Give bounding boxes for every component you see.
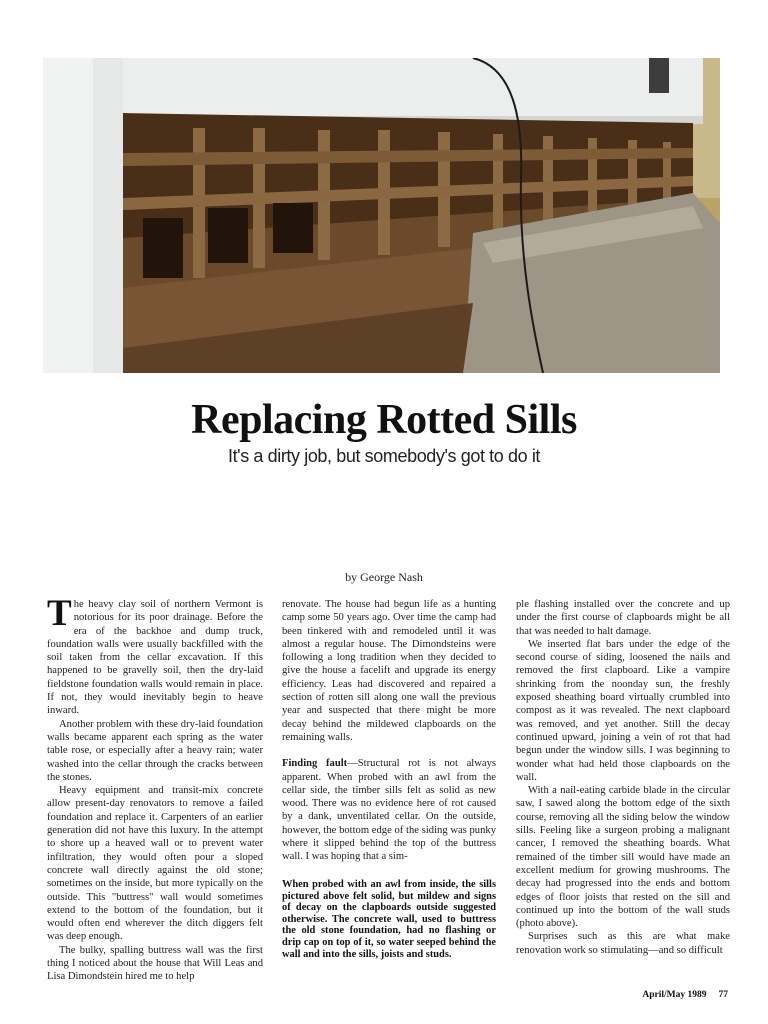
- paragraph: Heavy equipment and transit-mix concrete allow present-day renovators to remove a failed foundation and replace it. Carpenters of an earlier generation did not have this luxury. In the attempt to shore up a heaved wall or to prevent water infiltration, they would often pour a sloped concrete wall directly against the old stone; sometimes on the inside, but more typically on the outside. This "buttress" wall would sometimes extend to the bottom of the foundation, but it would often end wherever the ditch diggers felt was deep enough.: [47, 785, 263, 943]
- paragraph: Another problem with these dry-laid foundation walls became apparent each spring as the water table rose, or especially after a heavy rain; water washed into the cellar through the cracks between the stones.: [47, 718, 263, 783]
- paragraph: ple flashing installed over the concrete and up under the first course of clapboards might be all that was needed to halt damage.: [516, 599, 730, 637]
- body-column-3: [516, 598, 730, 957]
- issue-date: April/May 1989: [642, 990, 707, 1000]
- folio: [642, 990, 728, 1000]
- paragraph: With a nail-eating carbide blade in the circular saw, I sawed along the bottom edge of the sixth course, removing all the siding below the window sills. Feeling like a surgeon probing a malignant cancer, I removed the sheathing boards. What remained of the timber sill would have made an excellent medium for growing mushrooms. The decay had progressed into the ends and bottom edges of floor joists that rested on the sill and continued up into the bottom of the wall studs (photo above).: [516, 785, 730, 930]
- house-foundation-illustration: [43, 58, 720, 373]
- article-subtitle: It's a dirty job, but somebody's got to do it: [227, 446, 541, 466]
- page-number: 77: [718, 990, 728, 1000]
- paragraph-text: —Structural rot is not always apparent. When probed with an awl from the cellar side, the timber sills felt as solid as new wood. There was no evidence here of rot caused by a dank, unventilated cellar. On the outside, however, the bottom edge of the siding was punky where it slipped behind the top of the buttress wall. I was hoping that a sim-: [282, 758, 496, 863]
- section-heading: Finding fault: [282, 758, 348, 770]
- article-title: Replacing Rotted Sills: [191, 397, 577, 443]
- paragraph-text: he heavy clay soil of northern Vermont is notorious for its poor drainage. Before the era of the backhoe and dump truck, foundation walls were usually backfilled with the soil taken from the cellar excavation. If this happened to be gravelly soil, then the dry-laid fieldstone foundation walls would remain in place. If not, they would inevitably begin to heave inward.: [47, 599, 263, 717]
- paragraph: [282, 757, 496, 863]
- byline: by George Nash: [345, 570, 423, 584]
- paragraph: [47, 593, 263, 718]
- paragraph: The bulky, spalling buttress wall was the first thing I noticed about the house that Will Leas and Lisa Dimondstein hired me to help: [47, 944, 263, 983]
- body-column-1: [47, 593, 263, 984]
- body-column-2: [282, 598, 496, 864]
- paragraph: We inserted flat bars under the edge of the second course of siding, loosened the nails and removed the first clapboard. Like a vampire shrinking from the noonday sun, the freshly exposed sheathing board virtually crumbled into compost as it was revealed. The next clapboard was removed, and yet another. Still the decay continued upward, joining a vein of rot that had begun under the window sills. I was beginning to wonder what had held those clapboards on the wall.: [516, 638, 730, 783]
- drop-cap: T: [47, 593, 72, 634]
- paragraph: Surprises such as this are what make renovation work so stimulating—and so difficult: [516, 931, 730, 956]
- paragraph: renovate. The house had begun life as a hunting camp some 50 years ago. Over time the camp had been tinkered with and remodeled until it was almost a regular house. The Dimondsteins were following a long tradition when they decided to give the house a facelift and upgrade its energy efficiency. Leas had discovered and repaired a section of rotten sill along one wall the previous year and suspected that there might be more decay behind the mildewed clapboards on the remaining walls.: [282, 599, 496, 743]
- photo-caption: When probed with an awl from inside, the sills pictured above felt solid, but mildew and signs of decay on the clapboards outside suggested otherwise. The concrete wall, used to buttress the old stone foundation, had no flashing or drip cap on top of it, so water seeped behind the wall and into the sills, joists and studs.: [282, 879, 496, 960]
- rotted-sill-photo: [43, 58, 720, 373]
